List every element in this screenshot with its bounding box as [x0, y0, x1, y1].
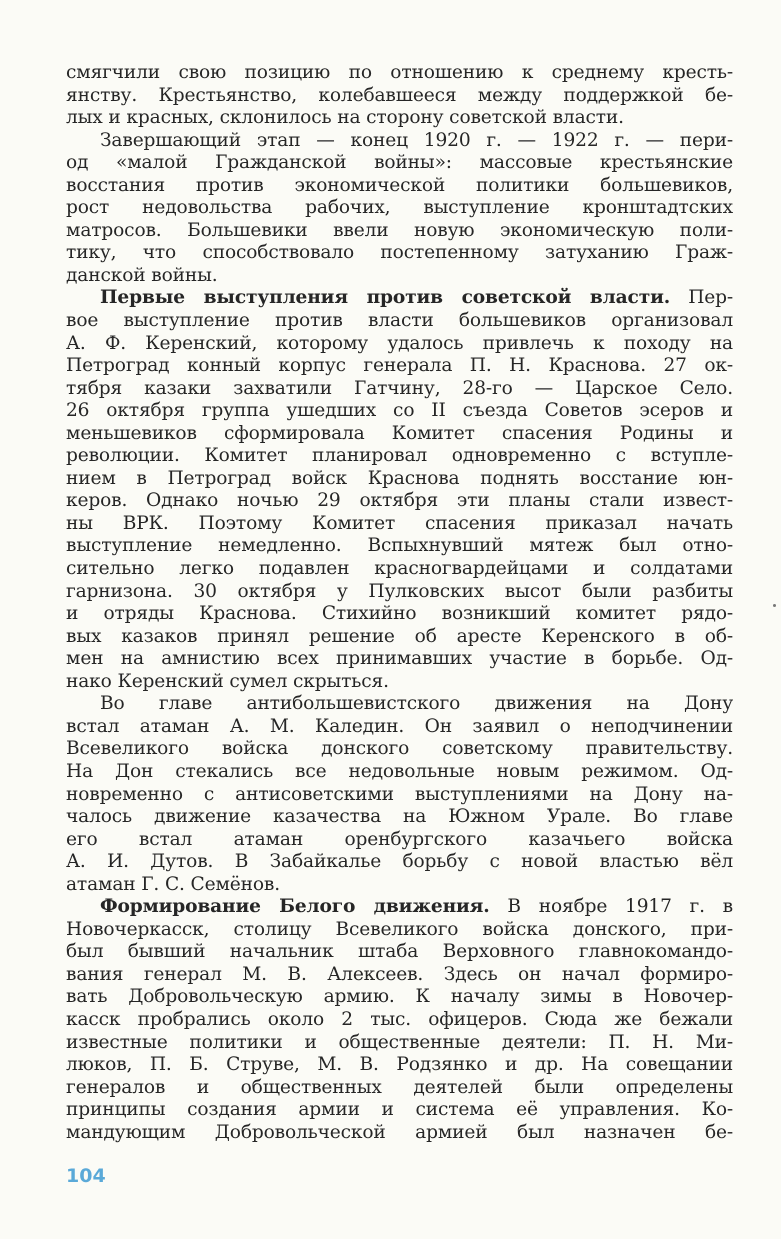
text-line: встал атаман А. М. Каледин. Он заявил о неподчинении [66, 715, 733, 737]
text-line: нако Керенский сумел скрыться. [66, 670, 389, 692]
text-line: Завершающий этап — конец 1920 г. — 1922 г. — пери- [100, 129, 733, 151]
text-line: смягчили свою позицию по отношению к среднему кресть- [66, 62, 733, 83]
text-line: вать Добровольческую армию. К началу зимы в Новочер- [66, 986, 733, 1008]
text-line: нием в Петроград войск Краснова поднять восстание юн- [66, 467, 733, 489]
text-line: На Дон стекались все недовольные новым режимом. Од- [66, 760, 733, 782]
text-line: Новочеркасск, столицу Всевеликого войска донского, при- [66, 918, 733, 940]
text-line: тику, что способствовало постепенному затуханию Граж- [66, 242, 733, 264]
section-heading: Первые выступления против советской власти. [100, 287, 671, 309]
text-line: сительно легко подавлен красногвардейцами и солдатами [66, 558, 733, 580]
text-line: чалось движение казачества на Южном Урале. Во главе [66, 806, 733, 828]
body-text [66, 62, 733, 1144]
section-heading-line [66, 896, 733, 919]
page-edge-mark [773, 604, 776, 607]
text-line: вых казаков принял решение об аресте Керенского в об- [66, 625, 733, 647]
text-line: революции. Комитет планировал одновременно с вступле- [66, 445, 733, 467]
text-line: Петроград конный корпус генерала П. Н. Краснова. 27 ок- [66, 355, 733, 377]
text-line-content: В ноябре 1917 г. в [489, 896, 733, 918]
page-number: 104 [66, 1165, 106, 1187]
text-line: и отряды Краснова. Стихийно возникший комитет рядо- [66, 603, 733, 625]
text-line: выступление немедленно. Вспыхнувший мятеж был отно- [66, 535, 733, 557]
text-line: рост недовольства рабочих, выступление кронштадтских [66, 197, 733, 219]
text-line: од «малой Гражданской войны»: массовые крестьянские [66, 152, 733, 174]
text-line: матросов. Большевики ввели новую экономическую поли- [66, 219, 733, 241]
text-line-content: Пер- [670, 287, 733, 309]
text-line: вания генерал М. В. Алексеев. Здесь он начал формиро- [66, 963, 733, 985]
text-line: меньшевиков сформировала Комитет спасения Родины и [66, 422, 733, 444]
text-line: известные политики и общественные деятели: П. Н. Ми- [66, 1031, 733, 1053]
section-heading-line [66, 287, 733, 310]
text-line: его встал атаман оренбургского казачьего войска [66, 828, 733, 850]
text-line: гарнизона. 30 октября у Пулковских высот были разбиты [66, 580, 733, 602]
text-line: был бывший начальник штаба Верховного главнокомандо- [66, 941, 733, 963]
text-line: ны ВРК. Поэтому Комитет спасения приказал начать [66, 512, 733, 534]
text-line: люков, П. Б. Струве, М. В. Родзянко и др. На совещании [66, 1054, 733, 1076]
text-line: А. И. Дутов. В Забайкалье борьбу с новой властью вёл [66, 851, 733, 873]
section-heading: Формирование Белого движения. [100, 896, 490, 918]
text-line: А. Ф. Керенский, которому удалось привлечь к походу на [66, 332, 733, 354]
text-line: Во главе антибольшевистского движения на Дону [100, 693, 733, 715]
text-line: новременно с антисоветскими выступлениями на Дону на- [66, 783, 733, 805]
text-line: восстания против экономической политики большевиков, [66, 174, 733, 196]
text-line: принципы создания армии и система её управления. Ко- [66, 1099, 733, 1121]
text-line: керов. Однако ночью 29 октября эти планы стали извест- [66, 490, 733, 512]
text-line: 26 октября группа ушедших со II съезда Советов эсеров и [66, 400, 733, 422]
text-line: янству. Крестьянство, колебавшееся между поддержкой бе- [66, 84, 733, 106]
text-line: лых и красных, склонилось на сторону советской власти. [66, 107, 624, 129]
text-line: Всевеликого войска донского советскому правительству. [66, 738, 733, 760]
text-line: мен на амнистию всех принимавших участие в борьбе. Од- [66, 648, 733, 670]
text-line: мандующим Добровольческой армией был назначен бе- [66, 1121, 733, 1143]
text-line: касск пробрались около 2 тыс. офицеров. Сюда же бежали [66, 1008, 733, 1030]
text-line: генералов и общественных деятелей были определены [66, 1076, 733, 1098]
text-line: данской войны. [66, 264, 218, 286]
text-line: атаман Г. С. Семёнов. [66, 873, 281, 895]
text-line: вое выступление против власти большевиков организовал [66, 310, 733, 332]
text-line: тября казаки захватили Гатчину, 28-го — Царское Село. [66, 377, 733, 399]
